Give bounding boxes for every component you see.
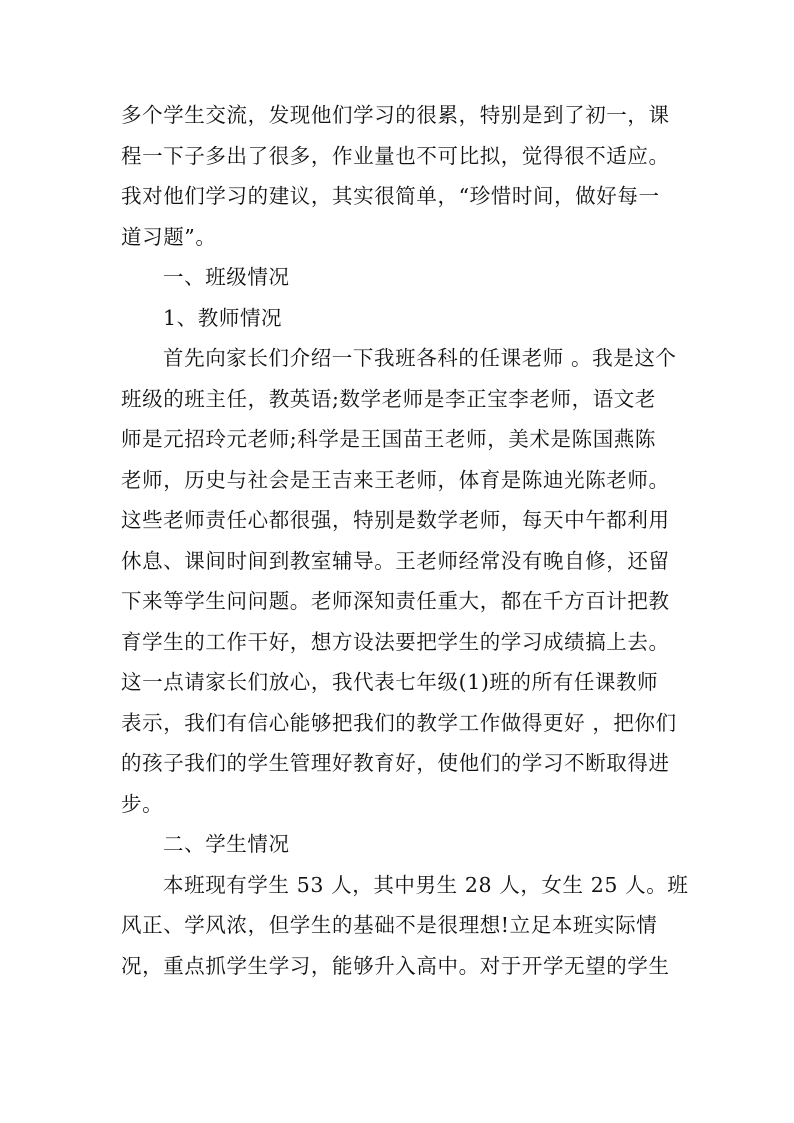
document-body: [121, 95, 689, 986]
text-line: 步。: [121, 791, 164, 816]
section-heading-class: 一、班级情况: [163, 265, 290, 289]
text-line: 这一点请家长们放心，我代表七年级(1)班的所有任课教师: [121, 670, 659, 694]
text-line: 程一下子多出了很多，作业量也不可比拟，觉得很不适应。: [121, 143, 670, 168]
text-line: 老师，历史与社会是王吉来王老师，体育是陈迪光陈老师。: [121, 467, 670, 492]
text-line: 班级的班主任，教英语;数学老师是李正宝李老师，语文老: [121, 386, 657, 411]
text-line: 风正、学风浓，但学生的基础不是很理想!立足本班实际情: [121, 913, 658, 937]
text-line: 我对他们学习的建议，其实很简单，“珍惜时间，做好每一: [121, 184, 660, 208]
subsection-heading-teachers: 1、教师情况: [163, 305, 283, 330]
text-line: 育学生的工作干好，想方设法要把学生的学习成绩搞上去。: [121, 629, 670, 654]
text-line: 多个学生交流，发现他们学习的很累，特别是到了初一，课: [121, 103, 670, 127]
section-heading-students: 二、学生情况: [163, 832, 290, 856]
text-line: 表示，我们有信心能够把我们的教学工作做得更好 ，把你们: [121, 710, 677, 735]
text-line: 首先向家长们介绍一下我班各科的任课老师 。我是这个: [163, 346, 677, 370]
text-line: 这些老师责任心都很强，特别是数学老师，每天中午都利用: [121, 508, 670, 532]
text-line: 本班现有学生 53 人，其中男生 28 人，女生 25 人。班: [163, 872, 689, 897]
text-line: 道习题”。: [121, 224, 217, 249]
text-line: 况，重点抓学生学习，能够升入高中。对于开学无望的学生: [121, 953, 670, 978]
text-line: 下来等学生问问题。老师深知责任重大，都在千方百计把教: [121, 589, 670, 613]
text-line: 休息、课间时间到教室辅导。王老师经常没有晚自修，还留: [121, 548, 670, 573]
text-line: 的孩子我们的学生管理好教育好，使他们的学习不断取得进: [121, 751, 670, 775]
text-line: 师是元招玲元老师;科学是王国苗王老师，美术是陈国燕陈: [121, 427, 657, 451]
